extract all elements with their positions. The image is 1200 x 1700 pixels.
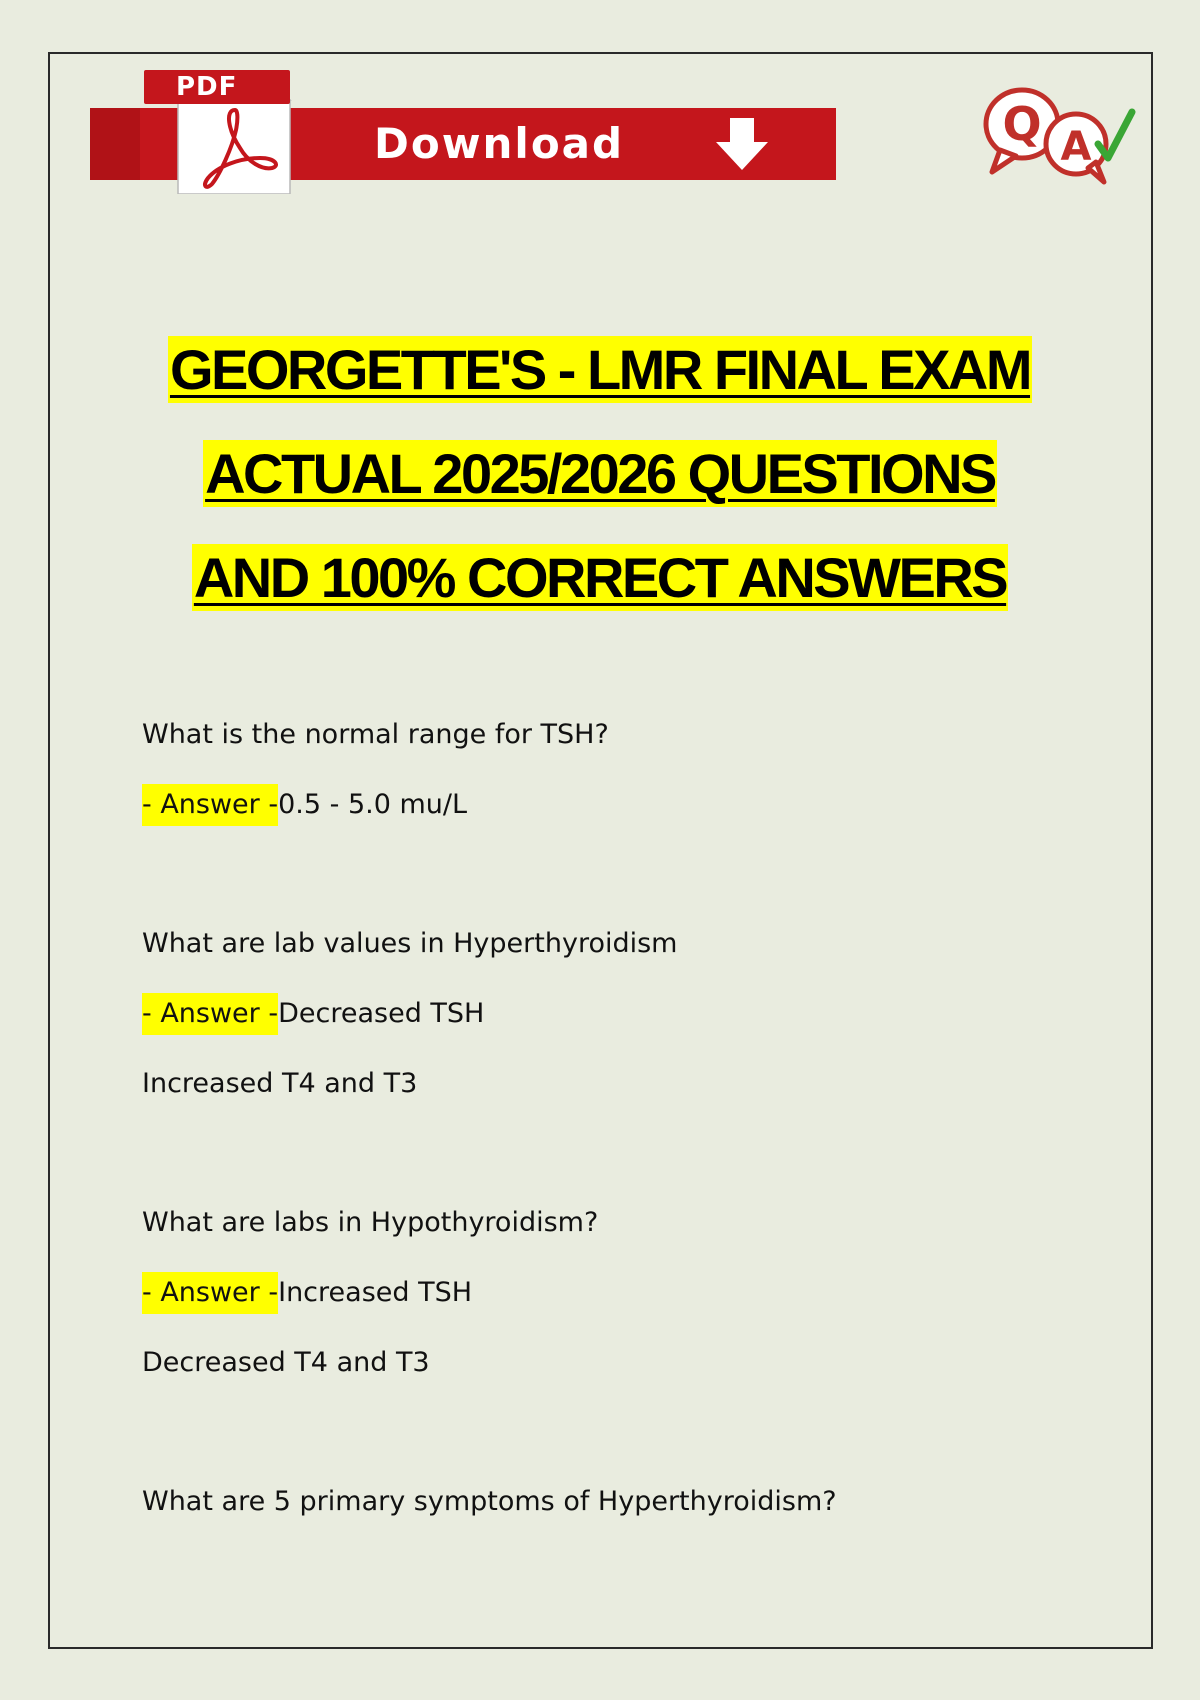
logo-q-letter: Q bbox=[1002, 97, 1042, 151]
answer-3 bbox=[142, 1272, 472, 1314]
pdf-file-icon bbox=[140, 70, 292, 194]
question-4: What are 5 primary symptoms of Hyperthyroidism? bbox=[142, 1486, 837, 1517]
answer-text: Increased TSH bbox=[278, 1277, 473, 1308]
answer-text: 0.5 - 5.0 mu/L bbox=[278, 789, 468, 820]
answer-prefix: - Answer - bbox=[142, 784, 278, 826]
title-line-2: ACTUAL 2025/2026 QUESTIONS bbox=[205, 442, 995, 505]
answer-2 bbox=[142, 993, 484, 1035]
answer-prefix: - Answer - bbox=[142, 993, 278, 1035]
page-border bbox=[48, 52, 1153, 1649]
question-2: What are lab values in Hyperthyroidism bbox=[142, 928, 678, 959]
logo-a-letter: A bbox=[1060, 124, 1092, 170]
pdf-tag bbox=[144, 70, 290, 104]
pdf-tag-label: PDF bbox=[176, 72, 238, 102]
question-1: What is the normal range for TSH? bbox=[142, 719, 609, 750]
title-line-3: AND 100% CORRECT ANSWERS bbox=[193, 546, 1007, 609]
answer-text: Decreased TSH bbox=[278, 998, 485, 1029]
download-arrow-icon bbox=[712, 116, 772, 174]
title-line-1: GEORGETTE'S - LMR FINAL EXAM bbox=[169, 338, 1031, 401]
download-bar-shade bbox=[90, 108, 140, 180]
answer-1 bbox=[142, 784, 467, 826]
pdf-download-banner[interactable] bbox=[90, 64, 836, 190]
question-3: What are labs in Hypothyroidism? bbox=[142, 1207, 599, 1238]
download-label: Download bbox=[374, 119, 625, 168]
answer-2-line-2: Increased T4 and T3 bbox=[142, 1068, 418, 1099]
document-title bbox=[0, 318, 1200, 630]
qa-check-logo-icon bbox=[980, 82, 1140, 186]
answer-3-line-2: Decreased T4 and T3 bbox=[142, 1347, 430, 1378]
answer-prefix: - Answer - bbox=[142, 1272, 278, 1314]
